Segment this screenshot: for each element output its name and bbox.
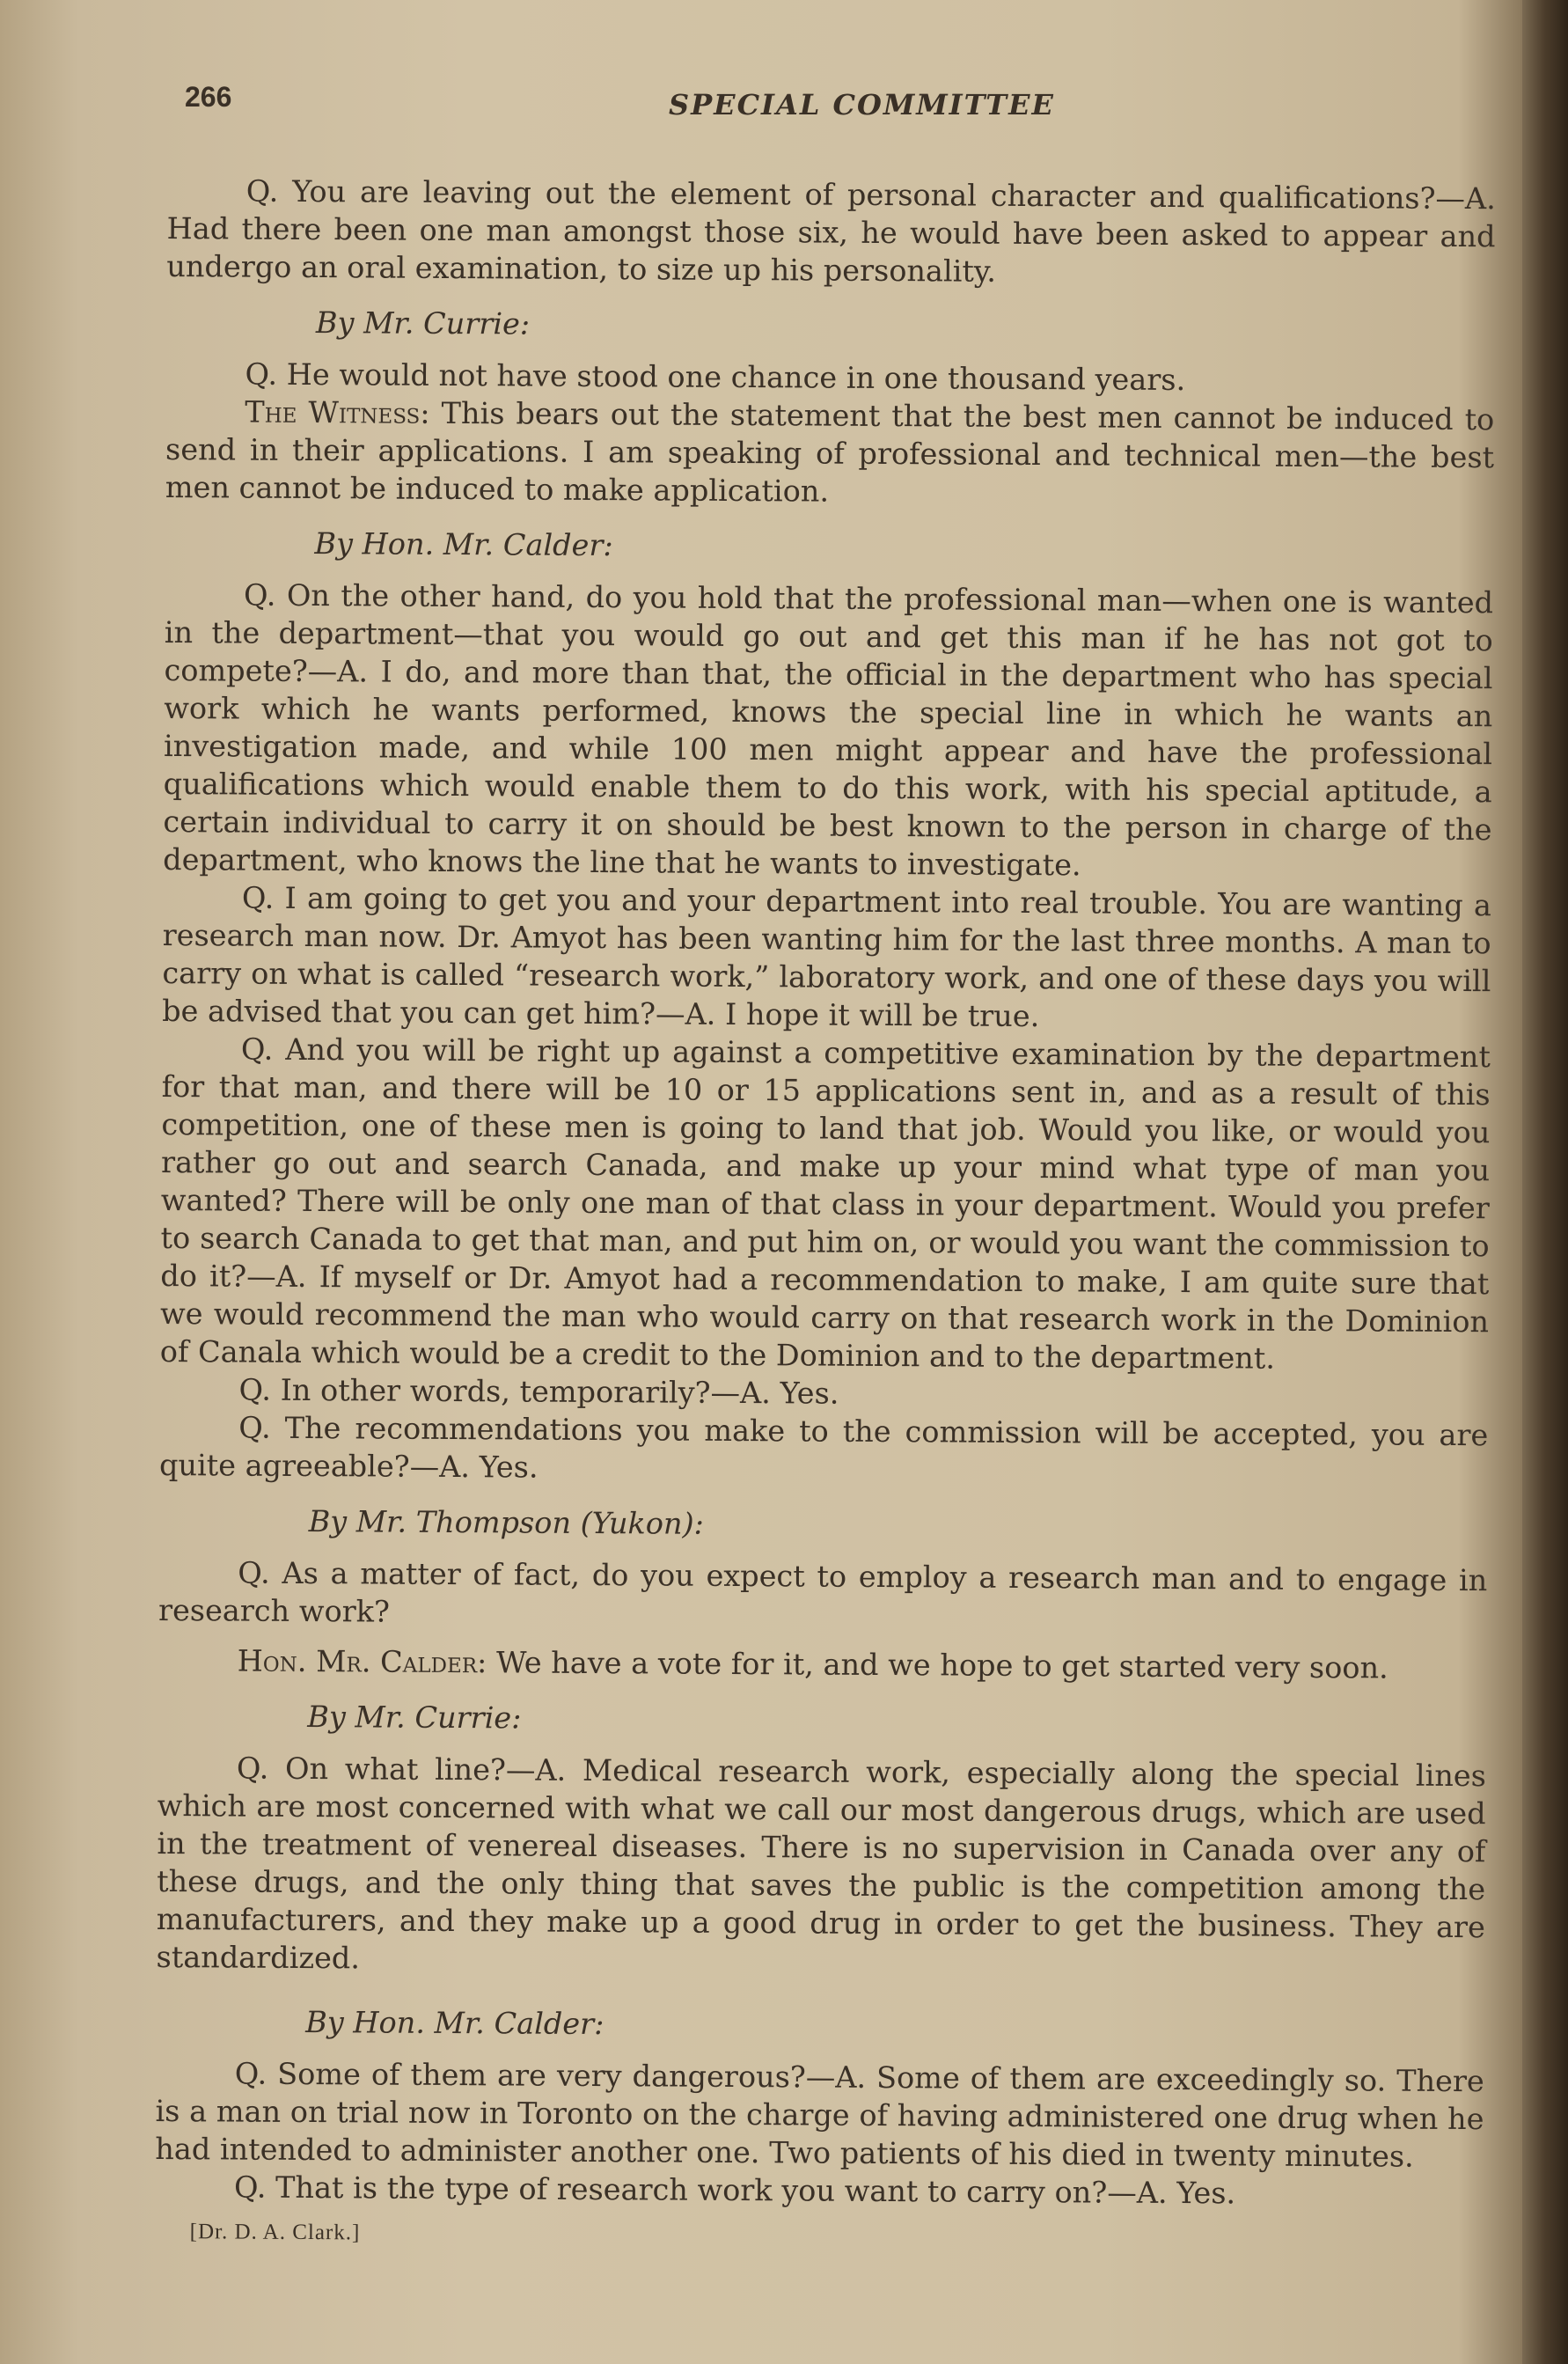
- paragraph-8: Q. The recommendations you make to the commission will be accepted, you are quite agreeable?—A. Yes.: [158, 1410, 1489, 1485]
- paragraph-9: Q. As a matter of fact, do you expect to employ a research man and to engage in research work?: [158, 1555, 1488, 1629]
- paragraph-11: Q. On what line?—A. Medical research work, especially along the special lines which are most concerned with what we call our most dangerous drugs, which are used in the treatment of venereal diseases. There is no supervision in Canada over any of these drugs, and the only thing that saves the public is the competition among the manufacturers, and they make up a good drug in order to get the business. They are standardized.: [156, 1751, 1487, 1976]
- paragraph-12: Q. Some of them are very dangerous?—A. Some of them are exceedingly so. There is a man on trial now in Toronto on the charge of having administered one drug when he had intended to administer another one. Two patients of his died in twenty minutes.: [155, 2056, 1484, 2174]
- paragraph-4: Q. On the other hand, do you hold that the professional man—when one is wanted in the department—that you would go out and get this man if he has not got to compete?—A. I do, and more than that, the official in the department who has special work which he wants performed, knows the special line in which he wants an investigation made, and while 100 men might appear and have the professional qualifications which would enable them to do this work, with his special aptitude, a certain individual to carry it on should be best known to the person in charge of the department, who knows the line that he wants to investigate.: [163, 577, 1494, 883]
- paragraph-10: [158, 1641, 1487, 1687]
- speaker-heading-currie-2: By Mr. Currie:: [307, 1700, 522, 1736]
- speaker-heading-thompson: By Mr. Thompson (Yukon):: [308, 1504, 705, 1541]
- paragraph-7: Q. In other words, temporarily?—A. Yes.: [238, 1372, 839, 1411]
- witness-signature: [Dr. D. A. Clark.]: [189, 2220, 361, 2245]
- speaker-heading-currie-1: By Mr. Currie:: [315, 305, 531, 341]
- speaker-heading-calder-1: By Hon. Mr. Calder:: [314, 526, 613, 563]
- paragraph-3-text: This bears out the statement that the best men cannot be induced to send in their applications. I am speaking of professional and technical men—the best men cannot be induced to make application.: [165, 395, 1495, 509]
- calder-label: Hon. Mr. Calder:: [237, 1643, 487, 1680]
- paragraph-1: Q. You are leaving out the element of personal character and qualifications?—A. Had there been one man amongst those six, he would have been asked to appear and undergo an oral examination, to size up his personality.: [166, 173, 1496, 289]
- paragraph-6: Q. And you will be right up against a competitive examination by the department for that man, and there will be 10 or 15 applications sent in, and as a result of this competition, one of these men is going to land that job. Would you like, or would you rather go out and search Canada, and make up your mind what type of man you wanted? There will be only one man of that class in your department. Would you prefer to search Canada to get that man, and put him on, or would you want the commission to do it?—A. If myself or Dr. Amyot had a recommendation to make, I am quite sure that we would recommend the man who would carry on that research work in the Dominion of Canala which would be a credit to the Dominion and to the department.: [159, 1031, 1491, 1376]
- paragraph-5: Q. I am going to get you and your department into real trouble. You are wanting a research man now. Dr. Amyot has been wanting him for the last three months. A man to carry on what is called “research work,” laboratory work, and one of these days you will be advised that you can get him?—A. I hope it will be true.: [162, 880, 1492, 1034]
- speaker-heading-calder-2: By Hon. Mr. Calder:: [305, 2004, 604, 2042]
- paragraph-10-text: We have a vote for it, and we hope to get started very soon.: [487, 1645, 1388, 1685]
- page-body: [155, 172, 1496, 2258]
- running-head: SPECIAL COMMITTEE: [669, 88, 1055, 121]
- book-binding-shadow: [1522, 0, 1568, 2364]
- page-header: [185, 77, 1487, 130]
- page-number: 266: [185, 81, 232, 113]
- witness-label: The Witness:: [245, 394, 430, 430]
- paragraph-2: Q. He would not have stood one chance in one thousand years.: [245, 356, 1186, 398]
- paragraph-3: [165, 393, 1495, 514]
- paragraph-13: Q. That is the type of research work you want to carry on?—A. Yes.: [233, 2169, 1236, 2211]
